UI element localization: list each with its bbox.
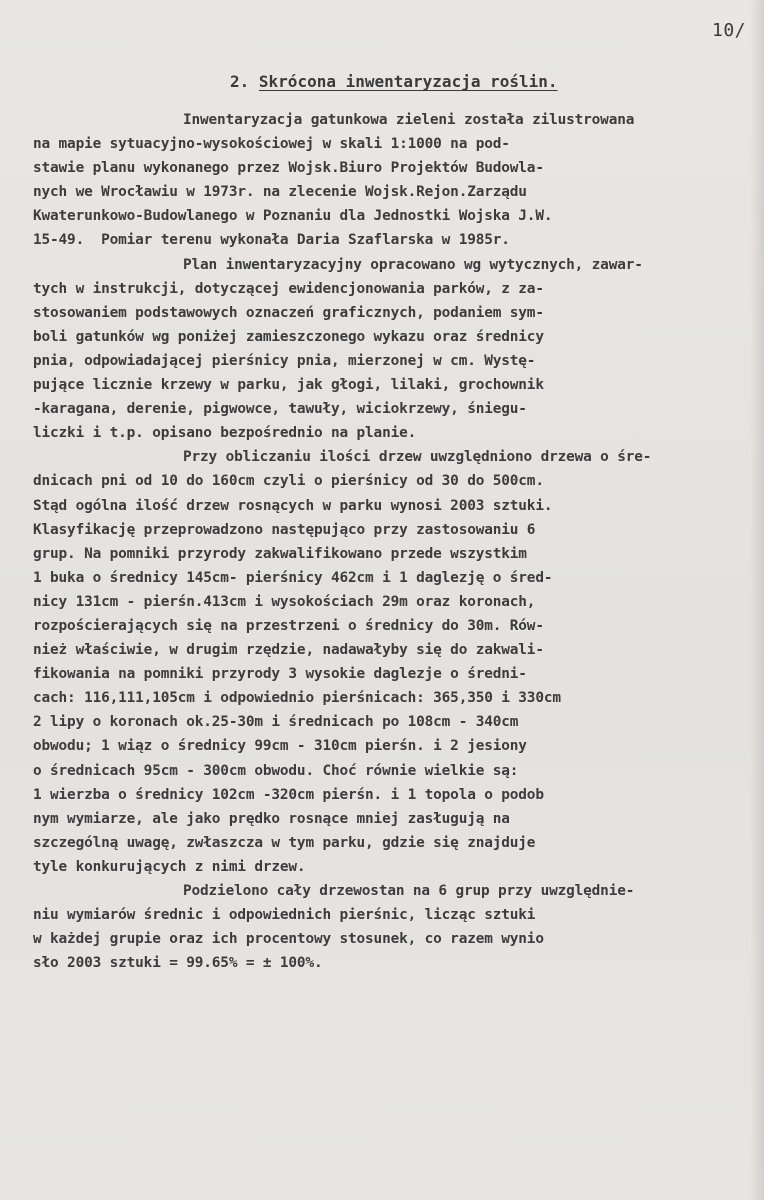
text-line: Stąd ogólna ilość drzew rosnących w parku wynosi 2003 sztuki. [33, 497, 553, 514]
text-line: grup. Na pomniki przyrody zakwalifikowano przede wszystkim [33, 545, 527, 562]
text-line: nych we Wrocławiu w 1973r. na zlecenie Wojsk.Rejon.Zarządu [33, 184, 527, 201]
text-line: nym wymiarze, ale jako prędko rosnące mniej zasługują na [33, 810, 510, 827]
text-line: 1 buka o średnicy 145cm- pierśnicy 462cm i 1 daglezję o śred- [33, 569, 553, 586]
text-line: 1 wierzba o średnicy 102cm -320cm pierśn. i 1 topola o podob [33, 786, 544, 803]
paragraph [33, 253, 758, 446]
text-line: liczki i t.p. opisano bezpośrednio na planie. [33, 425, 417, 442]
page-number: 10/ [711, 20, 746, 41]
text-line: tyle konkurujących z nimi drzew. [33, 858, 306, 875]
text-line: Klasyfikację przeprowadzono następująco przy zastosowaniu 6 [33, 521, 536, 538]
text-line: cach: 116,111,105cm i odpowiednio pierśnicach: 365,350 i 330cm [33, 690, 561, 707]
text-line: szczególną uwagę, zwłaszcza w tym parku, gdzie się znajduje [33, 834, 536, 851]
text-line: tych w instrukcji, dotyczącej ewidencjonowania parków, z za- [33, 280, 544, 297]
section-number: 2. [230, 72, 250, 91]
text-line: fikowania na pomniki przyrody 3 wysokie daglezje o średni- [33, 666, 527, 683]
text-line: 15-49. Pomiar terenu wykonała Daria Szaflarska w 1985r. [33, 232, 510, 249]
text-line: obwodu; 1 wiąz o średnicy 99cm - 310cm pierśn. i 2 jesiony [33, 738, 527, 755]
text-line: nicy 131cm - pierśn.413cm i wysokościach 29m oraz koronach, [33, 593, 536, 610]
text-line: w każdej grupie oraz ich procentowy stosunek, co razem wynio [33, 931, 544, 948]
text-line: pujące licznie krzewy w parku, jak głogi, lilaki, grochownik [33, 377, 544, 394]
section-heading [230, 72, 558, 91]
paragraph [33, 879, 758, 975]
text-line: stosowaniem podstawowych oznaczeń graficznych, podaniem sym- [33, 304, 544, 321]
text-line: Plan inwentaryzacyjny opracowano wg wytycznych, zawar- [183, 256, 643, 273]
text-line: sło 2003 sztuki = 99.65% = ± 100%. [33, 955, 323, 972]
text-line: na mapie sytuacyjno-wysokościowej w skali 1:1000 na pod- [33, 136, 510, 153]
document-body [33, 108, 758, 975]
text-line: Przy obliczaniu ilości drzew uwzględniono drzewa o śre- [183, 449, 652, 466]
text-line: o średnicach 95cm - 300cm obwodu. Choć równie wielkie są: [33, 762, 519, 779]
text-line: pnia, odpowiadającej pierśnicy pnia, mierzonej w cm. Wystę- [33, 352, 536, 369]
text-line: 2 lipy o koronach ok.25-30m i średnicach po 108cm - 340cm [33, 714, 519, 731]
text-line: stawie planu wykonanego przez Wojsk.Biuro Projektów Budowla- [33, 160, 544, 177]
text-line: Inwentaryzacja gatunkowa zieleni została zilustrowana [183, 112, 635, 128]
text-line: niu wymiarów średnic i odpowiednich pierśnic, licząc sztuki [33, 907, 536, 924]
text-line: Podzielono cały drzewostan na 6 grup przy uwzględnie- [183, 883, 635, 899]
text-line: boli gatunków wg poniżej zamieszczonego wykazu oraz średnicy [33, 328, 544, 345]
section-title: Skrócona inwentaryzacja roślin. [258, 72, 558, 91]
text-line: Kwaterunkowo-Budowlanego w Poznaniu dla Jednostki Wojska J.W. [33, 208, 553, 225]
text-line: dnicach pni od 10 do 160cm czyli o pierśnicy od 30 do 500cm. [33, 473, 544, 490]
text-line: rozpościerających się na przestrzeni o średnicy do 30m. Rów- [33, 617, 544, 634]
text-line: nież właściwie, w drugim rzędzie, nadawałyby się do zakwali- [33, 642, 544, 659]
paragraph [33, 108, 758, 253]
paragraph [33, 445, 758, 879]
text-line: -karagana, derenie, pigwowce, tawuły, wiciokrzewy, śniegu- [33, 401, 527, 418]
